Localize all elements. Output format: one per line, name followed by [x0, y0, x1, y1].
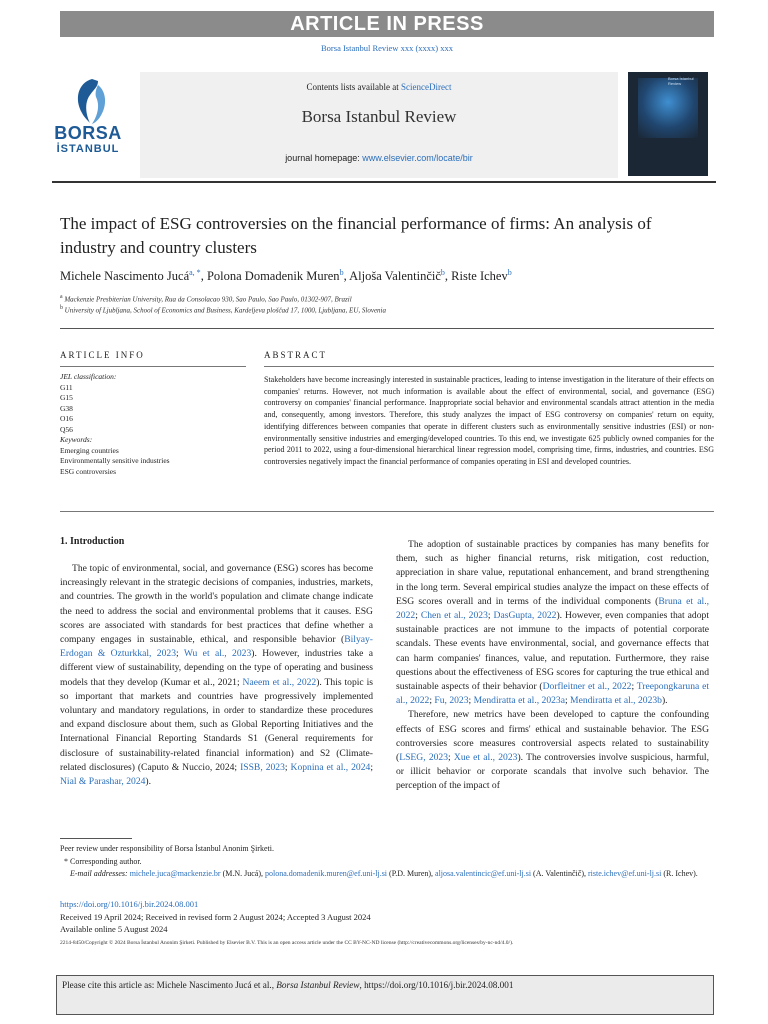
citation-link[interactable]: ISSB, 2023	[240, 761, 285, 773]
citation-link[interactable]: LSEG, 2023	[399, 752, 449, 764]
sciencedirect-link[interactable]: ScienceDirect	[401, 82, 452, 92]
body-text: ). The controversies involve suspicious, harmful, or illicit behavior or corporate scandals that involve such behavior. The perception of the impact of	[396, 752, 709, 792]
article-info-rule	[60, 366, 246, 367]
abstract-heading: ABSTRACT	[264, 350, 328, 360]
citation-link[interactable]: Wu et al., 2023	[183, 648, 252, 660]
citation-link[interactable]: Dorfleitner et al., 2022	[542, 681, 632, 693]
article-info-heading: ARTICLE INFO	[60, 350, 145, 360]
citation-link[interactable]: Xue et al., 2023	[453, 752, 518, 764]
body-text: ;	[448, 752, 454, 764]
citation-link[interactable]: Naeem et al., 2022	[242, 676, 317, 688]
author-name[interactable]: Aljoša Valentinčič	[349, 269, 441, 284]
citation-link[interactable]: DasGupta, 2022	[493, 610, 557, 622]
affiliation	[60, 305, 386, 314]
logo-text-istanbul: İSTANBUL	[56, 143, 120, 155]
email-owner: (R. Ichev).	[663, 869, 698, 878]
received-dates: Received 19 April 2024; Received in revised form 2 August 2024; Accepted 3 August 2024	[60, 911, 371, 922]
citation-journal: Borsa Istanbul Review	[276, 980, 360, 990]
contents-prefix: Contents lists available at	[306, 82, 401, 92]
contents-line	[140, 82, 618, 92]
author-name[interactable]: Polona Domadenik Muren	[206, 269, 340, 284]
header-divider	[52, 181, 716, 183]
affiliation-marker: a	[60, 294, 63, 300]
email-link[interactable]: riste.ichev@ef.uni-lj.si	[588, 869, 662, 878]
body-text: Therefore, new metrics have been developed to capture the confounding effects of ESG scores and firms' ethical and sustainable behavior. The ESG controversies score measures controversial aspects related to sustainability (	[396, 709, 709, 764]
borsa-istanbul-logo[interactable]	[52, 77, 132, 177]
body-text: ;	[468, 695, 474, 707]
citation-link[interactable]: Mendiratta et al., 2023b	[570, 695, 662, 707]
citation-link[interactable]: Nial & Parashar, 2024	[60, 776, 146, 788]
email-owner: (A. Valentinčič)	[533, 869, 584, 878]
peer-review-note: Peer review under responsibility of Borsa İstanbul Anonim Şirketi.	[60, 844, 274, 853]
available-online: Available online 5 August 2024	[60, 924, 168, 934]
body-text: ;	[429, 695, 435, 707]
body-text: ). However, even companies that adopt sustainable practices are not immune to the impacts of potential corporate scandals. These events have environmental, social, and governance effects that can harm companies' finances, value, and reputation. Furthermore, they raise questions about the effectiveness of ESG scores for capturing the true ethical and sustainable aspects of their behavior (	[396, 610, 709, 693]
citation-link[interactable]: Bilyay-Erdogan & Ozturkkal, 2023	[60, 634, 373, 660]
affiliation	[60, 294, 352, 303]
doi-link[interactable]: https://doi.org/10.1016/j.bir.2024.08.001	[60, 899, 199, 909]
keyword[interactable]: ESG controversies	[60, 466, 117, 476]
journal-homepage	[140, 153, 618, 163]
section-heading-introduction: 1. Introduction	[60, 536, 125, 547]
logo-text-borsa: BORSA	[54, 123, 122, 143]
cover-title: Borsa İstanbul Review	[668, 76, 694, 86]
author-affiliation-marker[interactable]: a, *	[189, 268, 201, 277]
publication-history	[60, 898, 714, 936]
author-list: Michele Nascimento Jucá$^{a, *}$, Polona Domadenik Muren$^b$, Aljoša Valentinčič$^b$, Riste Ichev$^b$	[60, 268, 512, 284]
jel-label: JEL classification:	[60, 372, 117, 381]
body-text: The topic of environmental, social, and governance (ESG) scores has become increasingly relevant in the strategic decisions of companies, industries, markets, and countries. The growth in the world's population and climate change indicate the need to address the social and environmental problems that it causes. ESG scores are associated with standards for best practices that define whether a company engages in sustainable, ethical, and responsible behavior (	[60, 563, 373, 646]
body-text: ). However, industries take a different view of sustainability, depending on the type of operating and business models that they develop (Kumar et al., 2021;	[60, 648, 374, 688]
author-affiliation-marker[interactable]: b	[440, 268, 445, 277]
author-affiliation-marker[interactable]: b	[339, 268, 344, 277]
keyword[interactable]: Emerging countries	[60, 445, 119, 455]
body-text: ;	[370, 761, 373, 773]
body-text: ;	[415, 610, 421, 622]
paragraph	[396, 538, 709, 708]
paragraph	[396, 708, 709, 793]
copyright-notice: 2214-8450/Copyright © 2024 Borsa İstanbul Anonim Şirketi. Published by Elsevier B.V. This is an open access article under the CC BY-NC-ND license (http://creativecommons.org/licenses/by-nc-nd/4.0/).	[60, 940, 514, 946]
footnote-rule	[60, 838, 132, 839]
citation-link[interactable]: Mendiratta et al., 2023a	[473, 695, 565, 707]
jel-code: G38	[60, 403, 73, 413]
body-text: ;	[176, 648, 184, 660]
body-text: ;	[631, 681, 637, 693]
jel-code: G15	[60, 393, 73, 402]
article-info-panel	[60, 372, 246, 477]
author-name[interactable]: Michele Nascimento Jucá	[60, 269, 190, 284]
journal-name: Borsa Istanbul Review	[301, 107, 457, 126]
email-owner: (M.N. Jucá)	[222, 869, 262, 878]
author-name[interactable]: Riste Ichev	[451, 269, 508, 284]
author-affiliation-marker[interactable]: b	[507, 268, 512, 277]
keywords-label: Keywords:	[60, 435, 93, 444]
citation-link[interactable]: Fu, 2023	[434, 695, 469, 707]
jel-code: O16	[60, 414, 73, 423]
body-column-left	[60, 562, 373, 789]
keyword[interactable]: Environmentally sensitive industries	[60, 456, 170, 465]
email-label: E-mail addresses:	[70, 869, 128, 878]
body-text: ;	[564, 695, 571, 707]
body-text: ;	[487, 610, 494, 622]
affiliation-text: Mackenzie Presbiterian University, Rua da Consolacao 930, Sao Paulo, Sao Paulo, 01302-907, Brazil	[64, 295, 352, 304]
citation-link[interactable]: Kopnina et al., 2024	[290, 761, 371, 773]
body-text: ).	[145, 776, 152, 788]
citation-text	[62, 980, 702, 990]
journal-cover-thumbnail[interactable]	[628, 72, 708, 176]
abstract-text: Stakeholders have become increasingly interested in sustainable practices, leading to intense investigation in the literature of their effects on companies' returns. However, not much information is available about the effect of environmental, social, and governance (ESG) controversy on companies' financial performance. Inappropriate social behavior and environmental scandals attract attention in the media and, consequently, among investors. Therefore, this study analyzes the impact of ESG controversy on companies' return on equity, identifying differences between companies that operate in different clusters such as environmentally sensitive industries (ESI) or non-environmentally sensitive industries and emerging/developed countries. To this end, we investigate 625 publicly owned companies for the period 2011 to 2022, using a four-dimensional hierarchical linear regression model, comprising time, firms, industries, and countries. ESG controversies negatively impact the financial performance of companies operating in ESI and developed countries.	[264, 375, 714, 466]
homepage-prefix: journal homepage:	[285, 153, 363, 163]
body-text: ).	[661, 695, 668, 707]
email-link[interactable]: polona.domadenik.muren@ef.uni-lj.si	[265, 869, 388, 878]
body-text: ;	[284, 761, 291, 773]
email-owner: (P.D. Muren)	[389, 869, 432, 878]
corresponding-author-note: * Corresponding author.	[64, 856, 142, 866]
title-divider	[60, 328, 714, 329]
body-text: The adoption of sustainable practices by companies has many benefits for them, such as higher financial returns, risk mitigation, cost reduction, appreciation in share value, reputational enhancement, and brand strengthening in the long term. Several empirical studies analyze the impact on these effects of ESG scores overall and in terms of the individual components (	[396, 539, 709, 607]
jel-code: Q56	[60, 424, 73, 434]
footnotes: Peer review under responsibility of Borsa İstanbul Anonim Şirketi. * Corresponding author. E-mail addresses: michele.juca@mackenzie.br (M.N. Jucá), polona.domadenik.muren@ef.uni-lj.si (P.D. Muren), aljosa.valentincic@ef.uni-lj.si (A. Valentinčič), riste.ichev@ef.uni-lj.si (R. Ichev).	[60, 843, 714, 881]
body-column-right	[396, 538, 709, 794]
citation-prefix: Please cite this article as: Michele Nascimento Jucá et al.,	[62, 980, 277, 990]
journal-reference[interactable]: Borsa Istanbul Review xxx (xxxx) xxx	[321, 43, 453, 53]
abstract-bottom-rule	[60, 511, 714, 512]
body-text: ). This topic is so important that markets and countries have progressively implemented voluntary and mandatory regulations, in order to standardize these procedures and expand disclosure about them, such as Global Reporting Initiatives and the International Financial Reporting Standards S1 (General requirements for disclosure of sustainability-related financial information) and S2 (Climate-related disclosures) (Caputo & Nuccio, 2024;	[60, 676, 373, 773]
article-title: The impact of ESG controversies on the financial performance of firms: An analysis of industry and country clusters	[60, 214, 652, 257]
bull-logo-icon	[68, 77, 112, 125]
cover-globe-image	[638, 78, 698, 138]
citation-link[interactable]: Treepongkaruna et al., 2022	[396, 681, 709, 707]
homepage-link[interactable]: www.elsevier.com/locate/bir	[362, 153, 473, 163]
citation-link[interactable]: Bruna et al., 2022	[396, 595, 709, 622]
article-in-press-banner: ARTICLE IN PRESS	[60, 11, 714, 37]
affiliation-marker: b	[60, 305, 63, 311]
citation-doi[interactable]: , https://doi.org/10.1016/j.bir.2024.08.001	[359, 980, 514, 990]
email-link[interactable]: michele.juca@mackenzie.br	[129, 869, 221, 878]
email-link[interactable]: aljosa.valentincic@ef.uni-lj.si	[435, 869, 532, 878]
jel-code: G11	[60, 382, 73, 392]
citation-link[interactable]: Chen et al., 2023	[420, 610, 488, 622]
paragraph	[60, 562, 373, 789]
affiliation-text: University of Ljubljana, School of Economics and Business, Kardeljeva ploščad 17, 1000, Ljubljana, EU, Slovenia	[64, 306, 386, 315]
abstract-rule	[264, 366, 714, 367]
